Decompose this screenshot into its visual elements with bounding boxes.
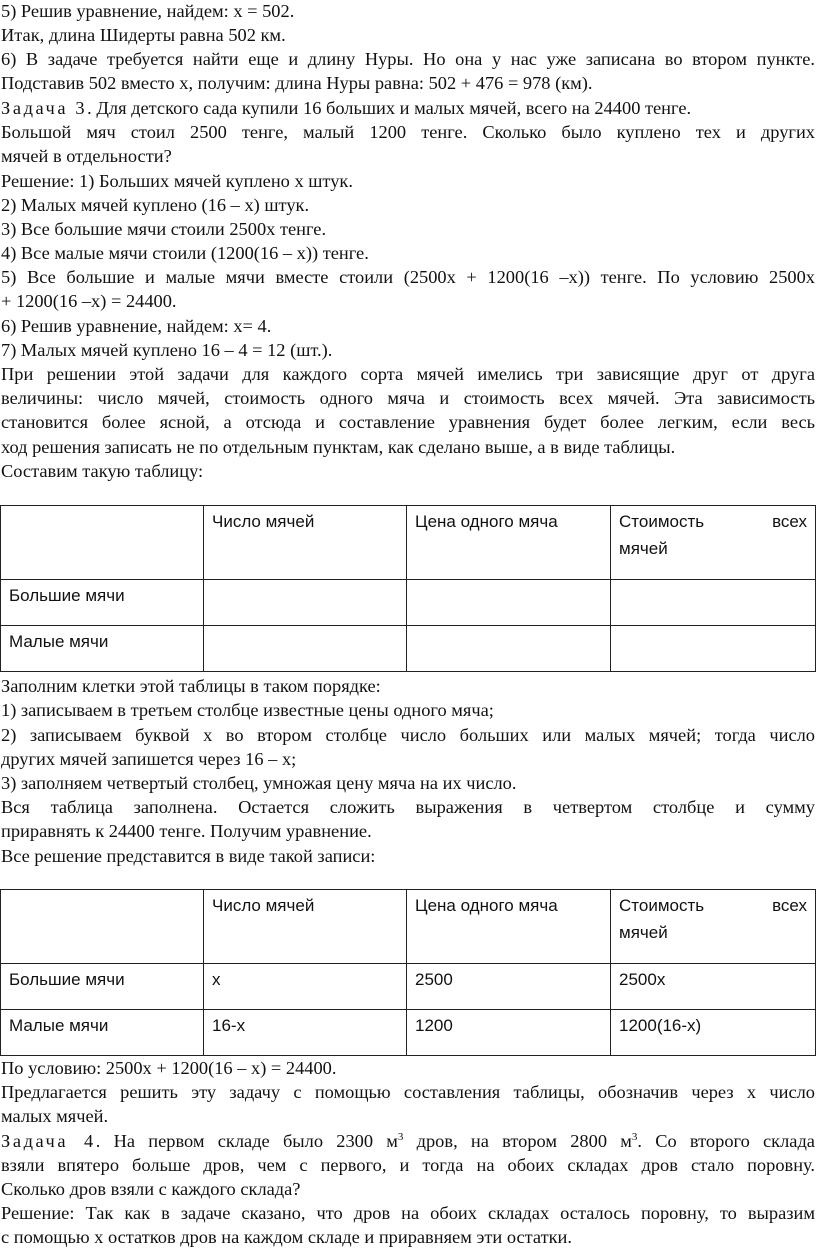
header-word: мячей xyxy=(619,923,668,942)
table-header-cell: Число мячей xyxy=(204,506,407,580)
text-line: 3) Все большие мячи стоили 2500х тенге. xyxy=(1,219,327,239)
table-cell: 2500 xyxy=(407,964,611,1010)
task-3-heading-line xyxy=(1,97,815,121)
table-cell xyxy=(1,506,204,580)
table-cell: 1200(16-х) xyxy=(611,1010,816,1056)
task-label: Задача 3 xyxy=(1,98,88,118)
text-line: + 1200(16 –х) = 24400. xyxy=(1,291,177,311)
text-line: 4) Все малые мячи стоили (1200(16 – х)) тенге. xyxy=(1,243,369,263)
table-row-label: Малые мячи xyxy=(1,626,204,672)
header-wrap xyxy=(619,892,807,919)
task-text: дров, на втором 2800 м xyxy=(403,1131,632,1151)
task-text: . Для детского сада купили 16 больших и малых мячей, всего на 24400 тенге. xyxy=(87,98,692,118)
text-line: Подставив 502 вместо х, получим: длина Нуры равна: 502 + 476 = 978 (км). xyxy=(1,73,593,93)
text-line: Заполним клетки этой таблицы в таком порядке: xyxy=(1,676,381,696)
table-header-cell xyxy=(611,506,816,580)
text-line: мячей в отдельности? xyxy=(1,146,172,166)
table-header-cell: Цена одного мяча xyxy=(407,506,611,580)
table-cell xyxy=(611,626,816,672)
text-line: Итак, длина Шидерты равна 502 км. xyxy=(1,25,286,45)
header-wrap xyxy=(619,508,807,535)
table-cell: 2500х xyxy=(611,964,816,1010)
text-line: с помощью х остатков дров на каждом складе и приравняем эти остатки. xyxy=(1,1227,572,1247)
table-row xyxy=(1,626,816,672)
superscript: 3 xyxy=(631,1131,638,1143)
text-line: 3) заполняем четвертый столбец, умножая цену мяча на их число. xyxy=(1,773,517,793)
table-cell xyxy=(204,580,407,626)
text-line: становится более ясной, а отсюда и составление уравнения будет более легким, если весь xyxy=(1,412,815,432)
table-cell: х xyxy=(204,964,407,1010)
text-line: 2) записываем буквой х во втором столбце число больших или малых мячей; тогда число xyxy=(1,725,815,745)
text-line: При решении этой задачи для каждого сорта мячей имелись три зависящие друг от друга xyxy=(1,364,815,384)
table-header-cell xyxy=(611,890,816,964)
table-cell xyxy=(204,626,407,672)
text-line: приравнять к 24400 тенге. Получим уравнение. xyxy=(1,821,372,841)
table-header-cell: Число мячей xyxy=(204,890,407,964)
header-word: мячей xyxy=(619,539,668,558)
balls-table-filled xyxy=(0,889,816,1056)
text-line: 6) В задаче требуется найти еще и длину Нуры. Но она у нас уже записана во втором пункте. xyxy=(1,49,815,69)
text-line: величины: число мячей, стоимость одного мяча и стоимость всех мячей. Эта зависимость xyxy=(1,388,815,408)
text-line: 7) Малых мячей куплено 16 – 4 = 12 (шт.). xyxy=(1,340,333,360)
header-word: всех xyxy=(772,896,807,915)
text-line: 2) Малых мячей куплено (16 – х) штук. xyxy=(1,195,310,215)
task-text: . На первом складе было 2300 м xyxy=(95,1131,398,1151)
table-row-label: Малые мячи xyxy=(1,1010,204,1056)
table-row xyxy=(1,580,816,626)
text-line: Большой мяч стоил 2500 тенге, малый 1200 тенге. Сколько было куплено тех и других xyxy=(1,122,815,142)
header-word: всех xyxy=(772,512,807,531)
table-row-label: Большие мячи xyxy=(1,964,204,1010)
text-line: Сколько дров взяли с каждого склада? xyxy=(1,1179,301,1199)
header-word: Стоимость xyxy=(619,512,705,531)
header-word: Стоимость xyxy=(619,896,705,915)
table-cell xyxy=(1,890,204,964)
task-label: Задача 4 xyxy=(1,1131,96,1151)
table-row xyxy=(1,964,816,1010)
text-line: Составим такую таблицу: xyxy=(1,461,204,481)
balls-table-empty xyxy=(0,505,816,672)
table-header-cell: Цена одного мяча xyxy=(407,890,611,964)
table-cell xyxy=(407,626,611,672)
table-row xyxy=(1,1010,816,1056)
text-line: ход решения записать не по отдельным пунктам, как сделано выше, а в виде таблицы. xyxy=(1,437,676,457)
text-line: других мячей запишется через 16 – х; xyxy=(1,749,297,769)
text-line: Решение: 1) Больших мячей куплено х штук. xyxy=(1,171,353,191)
text-line: Предлагается решить эту задачу с помощью составления таблицы, обозначив через х число xyxy=(1,1082,815,1102)
text-line: 5) Решив уравнение, найдем: х = 502. xyxy=(1,1,295,21)
table-cell xyxy=(407,580,611,626)
task-4-heading-line xyxy=(1,1130,815,1154)
table-header-row xyxy=(1,506,816,580)
table-row-label: Большие мячи xyxy=(1,580,204,626)
table-cell: 1200 xyxy=(407,1010,611,1056)
text-line: 5) Все большие и малые мячи вместе стоили (2500х + 1200(16 –х)) тенге. По условию 2500х xyxy=(1,267,815,287)
table-header-row xyxy=(1,890,816,964)
task-text: . Со второго склада xyxy=(637,1131,815,1151)
text-line: взяли впятеро больше дров, чем с первого, и тогда на обоих складах дров стало поровну. xyxy=(1,1155,815,1175)
text-line: По условию: 2500х + 1200(16 – х) = 24400. xyxy=(1,1058,337,1078)
text-line: Вся таблица заполнена. Остается сложить выражения в четвертом столбце и сумму xyxy=(1,797,815,817)
text-line: 1) записываем в третьем столбце известные цены одного мяча; xyxy=(1,700,494,720)
table-cell: 16-х xyxy=(204,1010,407,1056)
text-line: Решение: Так как в задаче сказано, что дров на обоих складах осталось поровну, то выразим xyxy=(1,1203,815,1223)
table-cell xyxy=(611,580,816,626)
text-line: 6) Решив уравнение, найдем: х= 4. xyxy=(1,316,272,336)
text-line: малых мячей. xyxy=(1,1106,109,1126)
superscript: 3 xyxy=(397,1131,404,1143)
text-line: Все решение представится в виде такой записи: xyxy=(1,846,376,866)
